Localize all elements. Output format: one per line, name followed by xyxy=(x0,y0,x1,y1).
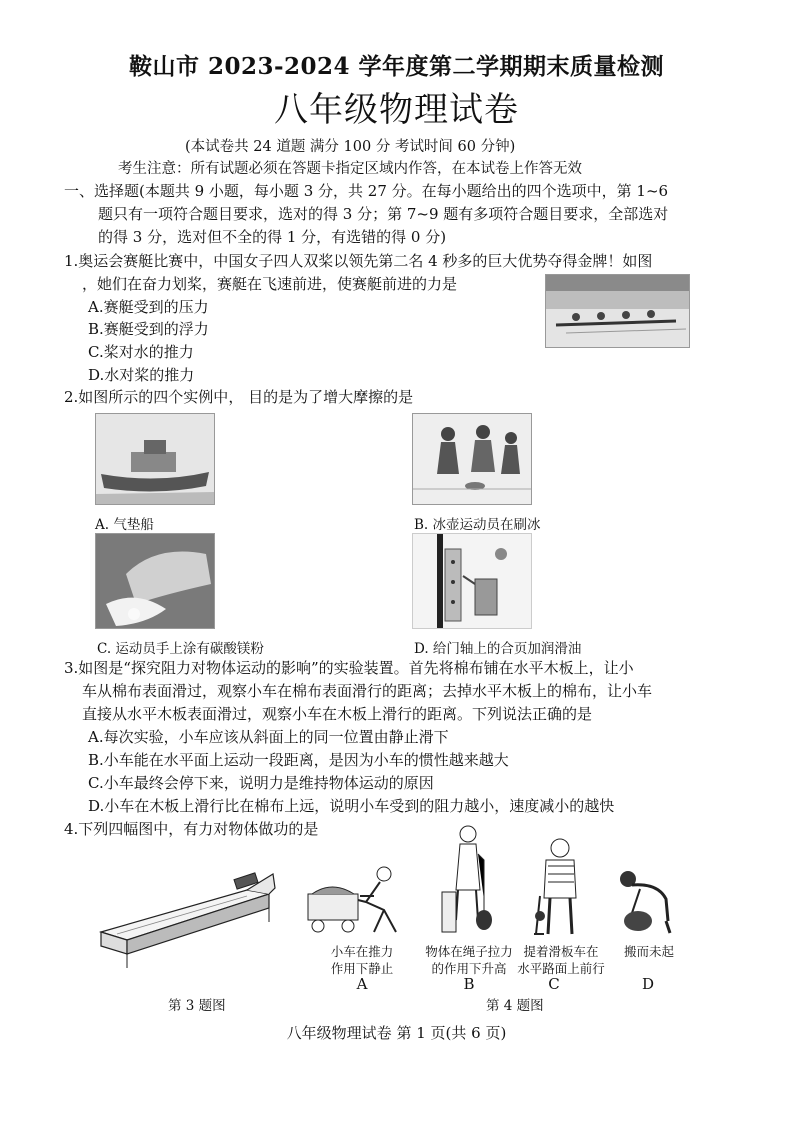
panel-b-caption-line2: 的作用下升高 xyxy=(431,961,507,976)
page-footer: 八年级物理试卷 第 1 页(共 6 页) xyxy=(286,1024,507,1042)
curling-photo xyxy=(412,413,532,505)
exam-info: (本试卷共 24 道题 满分 100 分 考试时间 60 分钟) xyxy=(185,139,516,155)
section1-line1: 一、选择题(本题共 9 小题，每小题 3 分，共 27 分。在每小题给出的四个选项中，第 1~6 xyxy=(64,182,669,200)
q3-stem-line1: 3.如图是“探究阻力对物体运动的影响”的实验装置。首先将棉布铺在水平木板上，让小 xyxy=(64,659,634,677)
q3-option-d: D.小车在木板上滑行比在棉布上远，说明小车受到的阻力越小，速度减小的越快 xyxy=(88,797,615,815)
section1-line2: 题只有一项符合题目要求，选对的得 3 分；第 7~9 题有多项符合题目要求，全部选对 xyxy=(98,205,669,223)
q1-option-c: C.桨对水的推力 xyxy=(88,343,194,361)
exam-title: 鞍山市 2023-2024 学年度第二学期期末质量检测 xyxy=(128,53,665,80)
panel-c-caption-line1: 提着滑板车在 xyxy=(523,944,599,959)
panel-c-letter: C xyxy=(548,975,560,993)
chalk-hands-photo xyxy=(95,533,215,629)
q1-stem-line1: 1.奥运会赛艇比赛中，中国女子四人双桨以领先第二名 4 秒多的巨大优势夺得金牌！如图 xyxy=(64,252,653,270)
q1-option-b: B.赛艇受到的浮力 xyxy=(88,320,209,338)
panel-c-caption-line2: 水平路面上前行 xyxy=(517,961,605,976)
q3-option-a: A.每次实验，小车应该从斜面上的同一位置由静止滑下 xyxy=(88,728,449,746)
q2-caption-a: A. 气垫船 xyxy=(95,517,154,533)
section1-line3: 的得 3 分，选对但不全的得 1 分，有选错的得 0 分) xyxy=(98,228,447,246)
fig4-label: 第 4 题图 xyxy=(486,998,544,1014)
hovercraft-photo xyxy=(95,413,215,505)
incline-ramp-figure xyxy=(97,870,277,980)
panel-b-caption-line1: 物体在绳子拉力 xyxy=(425,944,513,959)
panel-a-letter: A xyxy=(356,975,368,993)
rope-lift-figure xyxy=(440,820,500,937)
q2-stem: 2.如图所示的四个实例中， 目的是为了增大摩擦的是 xyxy=(64,388,414,406)
q3-option-c: C.小车最终会停下来，说明力是维持物体运动的原因 xyxy=(88,774,434,792)
paper-subtitle: 八年级物理试卷 xyxy=(274,90,519,130)
panel-b-letter: B xyxy=(463,975,475,993)
panel-d-letter: D xyxy=(641,975,655,993)
panel-a-caption-line2: 作用下静止 xyxy=(330,961,394,976)
rowing-photo xyxy=(545,274,690,348)
q4-stem: 4.下列四幅图中，有力对物体做功的是 xyxy=(64,820,319,838)
panel-d-caption-line1: 搬而未起 xyxy=(623,944,674,959)
q3-option-b: B.小车能在水平面上运动一段距离，是因为小车的惯性越来越大 xyxy=(88,751,509,769)
q2-caption-d: D. 给门轴上的合页加润滑油 xyxy=(414,641,582,657)
push-cart-figure xyxy=(304,862,414,937)
q3-stem-line2: 车从棉布表面滑过，观察小车在棉布表面滑行的距离；去掉水平木板上的棉布，让小车 xyxy=(82,682,653,700)
door-hinge-photo xyxy=(412,533,532,629)
panel-a-caption-line1: 小车在推力 xyxy=(330,944,394,959)
q3-stem-line3: 直接从水平木板表面滑过，观察小车在木板上滑行的距离。下列说法正确的是 xyxy=(82,705,593,723)
lift-fail-figure xyxy=(610,865,680,937)
carry-scooter-figure xyxy=(530,836,590,940)
q2-caption-b: B. 冰壶运动员在刷冰 xyxy=(414,517,541,533)
q1-stem-line2: ，她们在奋力划桨，赛艇在飞速前进，使赛艇前进的力是 xyxy=(82,275,458,293)
fig3-label: 第 3 题图 xyxy=(168,998,226,1014)
q1-option-a: A.赛艇受到的压力 xyxy=(88,298,209,316)
q2-caption-c: C. 运动员手上涂有碳酸镁粉 xyxy=(97,641,264,657)
exam-notice: 考生注意：所有试题必须在答题卡指定区域内作答，在本试卷上作答无效 xyxy=(118,161,582,177)
q1-option-d: D.水对桨的推力 xyxy=(88,366,195,384)
